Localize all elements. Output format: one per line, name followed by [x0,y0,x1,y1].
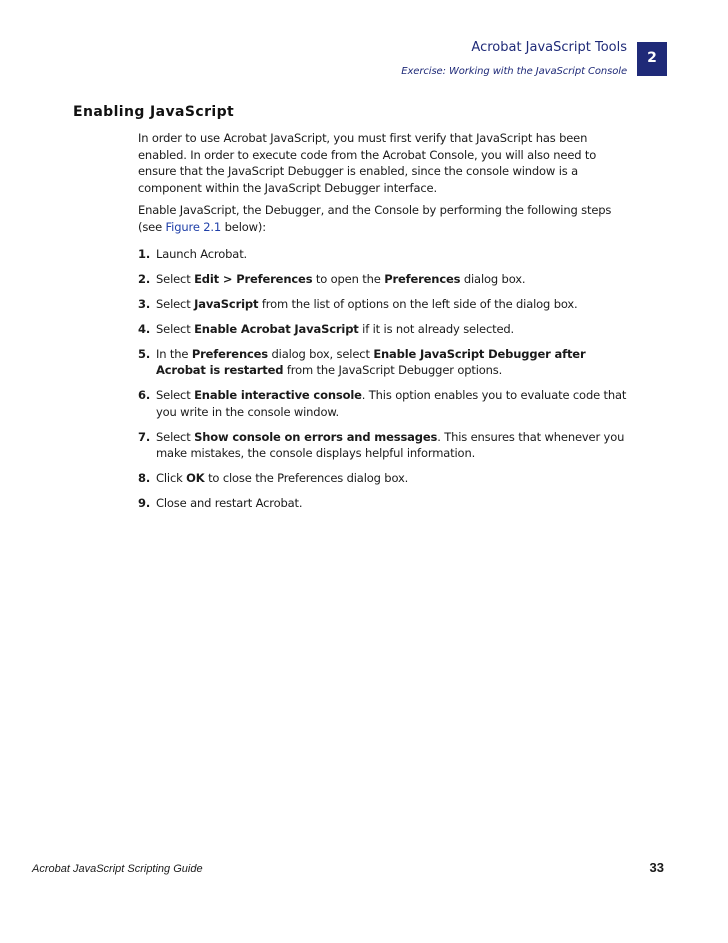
step-number: 5. [138,346,151,361]
step-item [138,321,630,338]
step-item [138,429,630,462]
step-number: 2. [138,271,151,286]
section-body [138,130,630,520]
enable-text-prefix: Enable JavaScript, the Debugger, and the Console by performing the following steps (see [138,203,612,234]
step-number: 3. [138,296,151,311]
step-item [138,296,630,313]
step-number: 4. [138,321,151,336]
step-text: Select [156,388,195,403]
step-item [138,495,630,512]
running-header-title: Acrobat JavaScript Tools [471,40,627,55]
step-text: dialog box. [460,271,526,286]
step-number: 7. [138,429,151,444]
step-text-bold: OK [186,471,205,486]
step-text: In the [156,346,192,361]
step-number: 8. [138,471,151,486]
steps-list [138,246,630,512]
step-item [138,246,630,263]
step-text: . This option enables you to evaluate code that you write in the console window. [156,388,627,419]
step-item [138,346,630,379]
step-text: . This ensures that whenever you make mistakes, the console displays helpful information. [156,429,625,461]
step-text: from the JavaScript Debugger options. [283,363,503,378]
figure-link[interactable]: Figure 2.1 [165,219,222,234]
page-number: 33 [649,860,664,875]
step-text: Click [156,471,187,486]
enable-paragraph [138,202,630,235]
step-text-bold: Enable interactive console [194,388,362,403]
step-text-bold: Enable Acrobat JavaScript [194,321,359,336]
step-text-bold: Preferences [384,271,461,286]
step-text: Select [156,429,195,444]
section-heading: Enabling JavaScript [73,104,235,120]
step-text-bold: JavaScript [194,296,259,311]
intro-paragraph: In order to use Acrobat JavaScript, you must first verify that JavaScript has been enabled. In order to execute code from the Acrobat Console, you will also need to ensure that the JavaScript Debugger is enabled, since the console window is a component within the JavaScript Debugger interface. [138,131,597,195]
step-text-bold: Enable JavaScript Debugger after Acrobat is restarted [156,346,586,378]
step-number: 9. [138,496,151,511]
step-number: 1. [138,246,151,261]
enable-text-suffix: below): [221,219,266,234]
step-text-bold: Preferences [191,346,268,361]
step-text-bold: Edit > Preferences [194,271,313,286]
step-text: to close the Preferences dialog box. [204,471,409,486]
step-text: if it is not already selected. [358,321,515,336]
step-item [138,387,630,420]
step-text: dialog box, select [268,346,374,361]
step-text: Close and restart Acrobat. [156,496,303,511]
step-text: to open the [312,271,385,286]
step-text: from the list of options on the left side of the dialog box. [258,296,578,311]
footer-guide-title: Acrobat JavaScript Scripting Guide [32,863,203,875]
step-text-bold: Show console on errors and messages [194,429,438,444]
step-number: 6. [138,388,151,403]
step-text: Select [156,271,195,286]
step-item [138,271,630,288]
step-item [138,470,630,487]
step-text: Launch Acrobat. [156,246,248,261]
step-text: Select [156,321,195,336]
running-header-subtitle: Exercise: Working with the JavaScript Console [401,66,627,77]
step-text: Select [156,296,195,311]
chapter-number-tab: 2 [637,42,667,76]
